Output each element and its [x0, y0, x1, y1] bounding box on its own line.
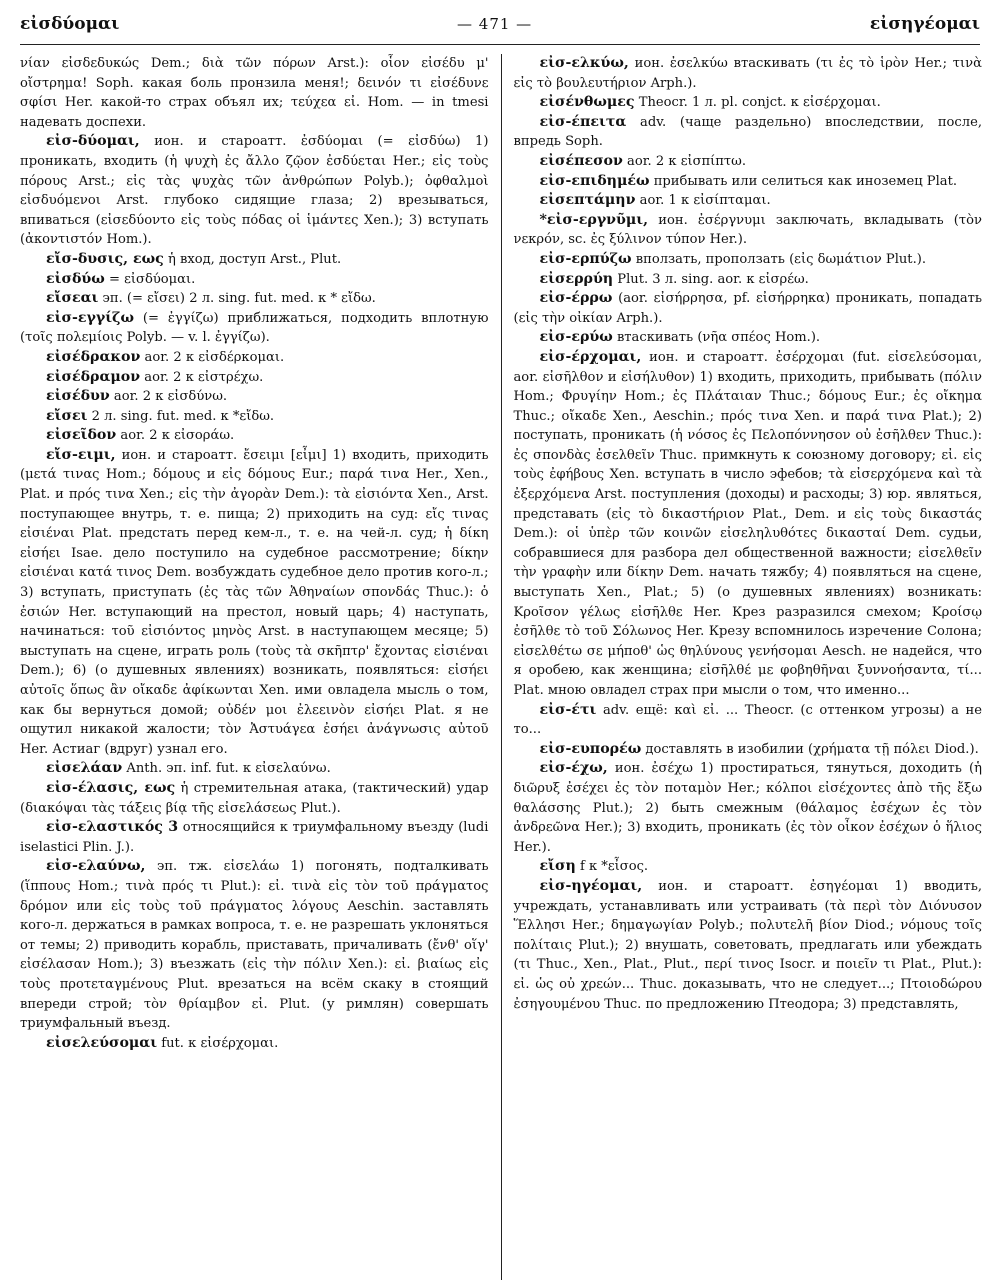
- right-running-headword: εἰσηγέομαι: [869, 14, 980, 34]
- dictionary-entry: [514, 113, 983, 152]
- entry-definition: aor. 2 к εἰστρέχω.: [144, 369, 264, 385]
- entry-lemma: εἴσεαι: [46, 290, 99, 307]
- entry-definition: 2 л. sing. fut. med. к *εἴδω.: [91, 408, 275, 424]
- entry-definition: aor. 1 к εἰσίπταμαι.: [639, 193, 771, 209]
- dictionary-entry: [20, 348, 489, 368]
- dictionary-entry: [20, 818, 489, 857]
- entry-definition: втаскивать (νῆα σπέος Hom.).: [616, 330, 821, 346]
- entry-lemma: εἰσ-ερύω: [539, 329, 613, 346]
- entry-lemma: *εἰσ-εργνῦμι,: [539, 211, 649, 228]
- entry-definition: νίαν εἰσδεδυκώς Dem.; διὰ τῶν πόρων Arst.): οἷον εἰσέδυ μ' οἴστρημα! Soph. какая боль пронзила меня!; δεινόν τι εἰσέδυνε σφίσι Her. какой-то страх объял их; τεύχεα εἰ. Hom. — in tmesi надевать доспехи.: [20, 56, 489, 130]
- entry-lemma: εἰσερρύη: [539, 270, 614, 287]
- entry-lemma: εἴσ-δυσις, εως: [46, 250, 164, 267]
- entry-definition: эп. тж. εἰσελάω 1) погонять, подталкивать (ἵππους Hom.; τινὰ πρός τι Plut.): εἰ. τινὰ εἰς τὸν τοῦ πράγματος δρόμον или εἰς τοὺς τοῦ πράγματος λόγους Aeschin. заставлять кого-л. держаться в рамках вопроса, т. е. не разрешать уклоняться от темы; 2) приводить корабль, приставать, причаливать (ἔνθ' οἵγ' εἰσέλασαν Hom.); 3) въезжать (εἰς τὴν πόλιν Xen.): εἰ. βιαίως εἰς τοὺς προτεταγμένους Plut. врезаться на всём скаку в стоящий впереди строй; τὸν θρίαμβον εἰ. Plut. (у римлян) совершать триумфальный въезд.: [20, 859, 489, 1032]
- entry-definition: вползать, проползать (εἰς δωμάτιον Plut.).: [635, 251, 927, 267]
- entry-definition: (= ἐγγίζω) приближаться, подходить вплотную (τοῖς πολεμίοις Polyb. — v. l. ἐγγίζω).: [20, 310, 489, 346]
- dictionary-entry: [20, 289, 489, 309]
- dictionary-entry: [20, 250, 489, 270]
- entry-lemma: εἰσελεύσομαι: [46, 1034, 158, 1051]
- dictionary-entry: [20, 446, 489, 760]
- entry-lemma: εἴση: [539, 858, 576, 875]
- entry-definition: ион. и староатт. ἐσέρχομαι (fut. εἰσελεύσομαι, aor. εἰσῆλθον и εἰσήλυθον) 1) входить, приходить, прибывать (πόλιν Hom.; Φρυγίην Hom.; ἐς Πλάταιαν Thuc.; δόμους Eur.; ἐς οἴκημα Thuc.; οἴκαδε Xen., Aeschin.; πρός τινα Xen. и παρά τινα Plat.); 2) поступать, проникать (ἡ νόσος ἐς Πελοπόννησον οὐ ἐσῆλθεν Thuc.): ἐς σπονδὰς ἐσελθεῖν Thuc. примкнуть к союзному договору; εἰ. εἰς τοὺς ἐφήβους Xen. вступать в число эфебов; τὰ εἰσερχόμενα καὶ τὰ ἐξερχόμενα Arst. поступления (доходы) и расходы; 3) юр. являться, представать (εἰς τὸ δικαστήριον Plat., Dem. и εἰς τοὺς δικαστάς Dem.): οἱ ὑπὲρ τῶν κοινῶν εἰσεληλυθότες δικασταί Dem. судьи, собравшиеся для разбора дел общественной важности; εἰσελθεῖν τὴν γραφὴν или δίκην Dem. начать тяжбу; 4) появляться на сцене, выступать Xen., Plat.; 5) (о душевных явлениях) возникать: Κροῖσον γέλως εἰσῆλθε Her. Крез разразился смехом; Κροίσῳ ἐσῆλθε τὸ τοῦ Σόλωνος Her. Крезу вспомнилось изречение Солона; εἰσελθέτω σε μήποθ' ὡς θηλύνους γενήσομαι Aesch. не надейся, что я оробею, как женщина; εἰσῆλθέ με φοβηθῆναι ξυννοήσαντα, τί... Plat. мною овладел страх при мысли о том, что именно...: [513, 349, 982, 698]
- dictionary-entry: [514, 759, 983, 857]
- entry-definition: aor. 2 к εἰσοράω.: [120, 428, 235, 444]
- dictionary-entry: [20, 309, 489, 348]
- entry-lemma: εἰσ-δύομαι,: [46, 133, 140, 150]
- dictionary-entry: [514, 54, 983, 93]
- entry-definition: fut. к εἰσέρχομαι.: [161, 1035, 279, 1051]
- entry-definition: ἡ стремительная атака, (тактический) удар (διακόψαι τὰς τάξεις βίᾳ τῆς εἰσελάσεως Plut.).: [20, 780, 489, 816]
- dictionary-entry: [514, 172, 983, 192]
- entry-lemma: εἰσέδραμον: [46, 368, 141, 385]
- dictionary-entry: [514, 152, 983, 172]
- entry-definition: прибывать или селиться как иноземец Plat.: [653, 173, 958, 189]
- entry-lemma: εἰσ-ελαστικός 3: [46, 819, 179, 836]
- entry-definition: Theocr. 1 л. pl. conjct. к εἰσέρχομαι.: [638, 95, 881, 111]
- entry-lemma: εἴσει: [46, 407, 88, 424]
- entry-definition: ион. и староатт. ἐσδύομαι (= εἰσδύω) 1) проникать, входить (ἡ ψυχὴ ἐς ἄλλο ζῷον ἐσδύεται Her.; εἰς τοὺς πόρους Arst.; εἰς τὰς ψυχὰς τῶν ἀνθρώπων Polyb.); ὀφθαλμοὶ εἰσδυόμενοι Arst. глубоко сидящие глаза; 2) врезываться, впиваться (εἰσεδύοντο εἰς τοὺς πόδας οἱ ἱμάντες Xen.); 3) вступать (ἀκοντιστόν Hom.).: [20, 134, 489, 248]
- entry-definition: adv. ещё: καὶ εἰ. ... Theocr. (с оттенком угрозы) а не то...: [513, 702, 982, 738]
- entry-definition: = εἰσδύομαι.: [108, 271, 196, 287]
- page-header: [20, 14, 980, 45]
- dictionary-entry: [514, 877, 983, 1014]
- entry-definition: ἡ вход, доступ Arst., Plut.: [167, 251, 342, 267]
- entry-lemma: εἰσένθωμες: [539, 94, 635, 111]
- entry-definition: f к *εἶσος.: [579, 859, 649, 875]
- dictionary-entry: [514, 250, 983, 270]
- dictionary-entry: [20, 779, 489, 818]
- entry-definition: ион. ἐσέχω 1) простираться, тянуться, доходить (ἡ διῶρυξ ἐσέχει ἐς τὸν ποταμὸν Her.; κόλποι εἰσέχοντες ἀπὸ τῆς ἔξω θαλάσσης Plut.); 2) быть смежным (θάλαμος ἐσέχων ἐς τὸν ἀνδρεῶνα Her.); 3) входить, проникать (ἐς τὸν οἶκον ἐσέχων ὁ ἥλιος Her.).: [513, 761, 982, 855]
- entry-lemma: εἰσ-ελαύνω,: [46, 858, 146, 875]
- entry-lemma: εἰσέδυν: [46, 388, 110, 405]
- right-column: [502, 54, 983, 1280]
- entry-lemma: εἰσ-ελκύω,: [539, 55, 629, 71]
- entry-lemma: εἰσ-ευπορέω: [539, 740, 642, 757]
- dictionary-entry: [20, 54, 489, 132]
- entry-lemma: εἰσεῖδον: [46, 427, 117, 444]
- entry-definition: доставлять в изобилии (χρήματα τῇ πόλει Diod.).: [645, 741, 979, 757]
- entry-lemma: εἰσ-έτι: [539, 701, 597, 718]
- dictionary-entry: [514, 191, 983, 211]
- dictionary-entry: [20, 857, 489, 1033]
- entry-definition: ион. и староатт. ἐσηγέομαι 1) вводить, учреждать, устанавливать или устраивать (τὰ περὶ τὸν Διόνυσον Ἕλλησι Her.; δημαγωγίαν Polyb.; πολυτελῆ βίον Diod.; νόμους τοῖς πολίταις Plut.); 2) внушать, советовать, предлагать или убеждать (τι Thuc., Xen., Plat., Plut., περί τινος Isocr. и ποιεῖν τι Plat., Plut.): εἰ. ὡς οὐ χρεών... Thuc. доказывать, что не следует...; Πτοιοδώρου ἐσηγουμένου Thuc. по предложению Птеодора; 3) представлять,: [513, 878, 982, 1012]
- entry-lemma: εἰσ-έχω,: [539, 760, 608, 777]
- entry-lemma: εἰσ-έρχομαι,: [539, 348, 642, 365]
- left-running-headword: εἰσδύομαι: [20, 14, 120, 34]
- page-number: — 471 —: [457, 15, 533, 33]
- dictionary-entry: [20, 387, 489, 407]
- entry-definition: adv. (чаще раздельно) впоследствии, после, впредь Soph.: [513, 114, 982, 150]
- entry-definition: относящийся к триумфальному въезду (ludi iselastici Plin. J.).: [20, 820, 489, 855]
- entry-lemma: εἰσ-έρρω: [539, 290, 613, 307]
- entry-lemma: εἰσέπεσον: [539, 152, 623, 169]
- entry-definition: эп. (= εἴσει) 2 л. sing. fut. med. к * εἴδω.: [102, 291, 376, 307]
- entry-lemma: εἰσ-επιδημέω: [539, 172, 650, 189]
- dictionary-entry: [514, 270, 983, 290]
- entry-definition: ион. ἐσέργνυμι заключать, вкладывать (τὸν νεκρόν, sc. ἐς ξύλινον τύπον Her.).: [513, 212, 982, 248]
- entry-lemma: εἰσ-έπειτα: [539, 113, 627, 130]
- entry-lemma: εἰσεπτάμην: [539, 192, 636, 209]
- entry-lemma: εἰσ-ερπύζω: [539, 250, 632, 267]
- dictionary-entry: [20, 368, 489, 388]
- dictionary-columns: [20, 54, 982, 1280]
- entry-definition: aor. 2 к εἰσπίπτω.: [627, 153, 746, 169]
- dictionary-entry: [514, 857, 983, 877]
- entry-definition: aor. 2 к εἰσδέρκομαι.: [144, 349, 285, 365]
- entry-definition: Anth. эп. inf. fut. к εἰσελαύνω.: [126, 761, 331, 777]
- dictionary-entry: [514, 740, 983, 760]
- entry-definition: (aor. εἰσήρρησα, pf. εἰσήρρηκα) проникать, попадать (εἰς τὴν οἰκίαν Arph.).: [513, 291, 982, 326]
- dictionary-entry: [20, 759, 489, 779]
- left-column: [20, 54, 502, 1280]
- dictionary-entry: [20, 426, 489, 446]
- entry-definition: ион. ἐσελκύω втаскивать (τι ἐς τὸ ἱρὸν Her.; τινὰ εἰς τὸ βουλευτήριον Arph.).: [513, 56, 982, 91]
- dictionary-entry: [20, 1034, 489, 1054]
- entry-definition: Plut. 3 л. sing. aor. к εἰσρέω.: [617, 271, 809, 287]
- dictionary-entry: [20, 270, 489, 290]
- dictionary-entry: [20, 407, 489, 427]
- entry-lemma: εἰσδύω: [46, 270, 105, 287]
- dictionary-entry: [514, 93, 983, 113]
- entry-lemma: εἰσελάαν: [46, 760, 123, 777]
- dictionary-entry: [514, 348, 983, 701]
- entry-lemma: εἰσ-έλασις, εως: [46, 779, 176, 796]
- dictionary-entry: [514, 289, 983, 328]
- entry-lemma: εἰσ-ηγέομαι,: [539, 877, 643, 894]
- dictionary-entry: [514, 701, 983, 740]
- dictionary-entry: [514, 211, 983, 250]
- entry-lemma: εἰσέδρακον: [46, 348, 141, 365]
- entry-definition: ион. и староатт. ἔσειμι [εἶμι] 1) входить, приходить (μετά τινας Hom.; δόμους и εἰς δόμους Eur.; παρά τινα Her., Xen., Plat. и πρός τινα Xen.; εἰς τὴν ἀγορὰν Dem.): τὰ εἰσιόντα Xen., Arst. поступающее внутрь, т. е. пища; 2) приходить на суд: εἴς τινας εἰσιέναι Plat. предстать перед кем-л., т. е. на чей-л. суд; ἡ δίκη εἰσήει Isae. дело поступило на судебное рассмотрение; δίκην εἰσιέναι κατά τινος Dem. возбуждать судебное дело против кого-л.; 3) вступать, приступать (ἐς τὰς τῶν Ἀθηναίων σπονδάς Thuc.): ὁ ἐσιών Her. вступающий на престол, новый царь; 4) наступать, начинаться: τοῦ εἰσιόντος μηνὸς Arst. в наступающем месяце; 5) выступать на сцене, играть роль (τοὺς τὰ σκῆπτρ' ἔχοντας εἰσιέναι Dem.); 6) (о душевных явлениях) возникать, появляться: εἰσήει αὐτοῖς ὅπως ἂν οἴκαδε ἀφίκωνται Xen. ими овладела мысль о том, как бы вернуться домой; οὐδέν μοι ἐλεεινὸν εἰσήει Plat. я не ощутил никакой жалости; τὸν Ἀστυάγεα ἐσήει ἀνάγνωσις αὐτοῦ Her. Астиаг (вдруг) узнал его.: [20, 447, 489, 757]
- entry-lemma: εἰσ-εγγίζω: [46, 309, 134, 326]
- dictionary-entry: [514, 328, 983, 348]
- dictionary-entry: [20, 132, 489, 250]
- entry-lemma: εἴσ-ειμι,: [46, 446, 116, 463]
- entry-definition: aor. 2 к εἰσδύνω.: [113, 389, 228, 405]
